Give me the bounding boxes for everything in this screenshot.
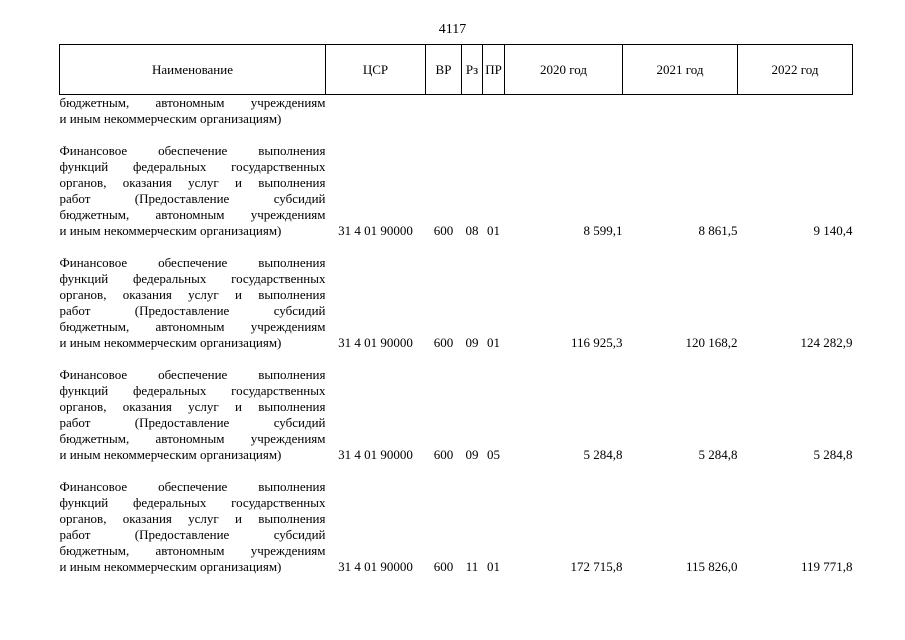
budget-table [59,44,853,575]
table-row [60,367,853,463]
name-line: функций федеральных государственных [59,271,326,286]
header-vr: ВР [426,45,462,95]
header-2021: 2021 год [623,45,738,95]
row-2021: 115 826,0 [685,559,738,574]
name-line: и иным некоммерческим организациям) [59,559,282,574]
name-line: функций федеральных государственных [59,383,326,398]
row-csr: 31 4 01 90000 [338,335,413,350]
name-line: органов, оказания услуг и выполнения [59,399,326,414]
name-line: работ (Предоставление субсидий [59,303,326,318]
table-row [60,143,853,239]
name-line: функций федеральных государственных [59,495,326,510]
name-line: и иным некоммерческим организациям) [59,223,282,238]
row-2021: 120 168,2 [685,335,738,350]
row-2020: 5 284,8 [583,447,623,462]
name-line: бюджетным, автономным учреждениям [59,207,326,222]
row-2021: 5 284,8 [698,447,738,462]
row-2020: 8 599,1 [583,223,623,238]
header-rz: Рз [462,45,483,95]
row-2022: 124 282,9 [800,335,853,350]
row-name [60,479,326,575]
name-line: и иным некоммерческим организациям) [59,335,282,350]
row-name [60,255,326,351]
row-pr: 01 [487,559,500,574]
header-pr: ПР [483,45,505,95]
row-rz: 09 [465,335,479,350]
row-pr: 01 [487,223,500,238]
row-2020: 172 715,8 [570,559,623,574]
header-name: Наименование [60,45,326,95]
name-line: органов, оказания услуг и выполнения [59,287,326,302]
name-line: Финансовое обеспечение выполнения [59,255,326,270]
row-csr: 31 4 01 90000 [338,447,413,462]
name-line: бюджетным, автономным учреждениям [59,95,326,110]
row-rz: 11 [465,559,479,574]
row-vr: 600 [433,559,454,574]
page-number: 4117 [438,22,467,37]
row-rz: 08 [465,223,479,238]
continuation-row [60,95,853,128]
continuation-name [60,95,326,128]
name-line: бюджетным, автономным учреждениям [59,319,326,334]
name-line: работ (Предоставление субсидий [59,415,326,430]
name-line: Финансовое обеспечение выполнения [59,367,326,382]
row-csr: 31 4 01 90000 [338,223,413,238]
name-line: работ (Предоставление субсидий [59,191,326,206]
header-2022: 2022 год [738,45,853,95]
table-row [60,479,853,575]
name-line: Финансовое обеспечение выполнения [59,479,326,494]
row-vr: 600 [433,223,454,238]
table-row [60,255,853,351]
name-line: функций федеральных государственных [59,159,326,174]
header-csr: ЦСР [326,45,426,95]
row-2022: 119 771,8 [800,559,853,574]
row-pr: 01 [487,335,500,350]
row-2022: 5 284,8 [813,447,853,462]
name-line: работ (Предоставление субсидий [59,527,326,542]
name-line: Финансовое обеспечение выполнения [59,143,326,158]
row-2021: 8 861,5 [698,223,738,238]
row-2022: 9 140,4 [813,223,853,238]
row-name [60,143,326,239]
row-vr: 600 [433,447,454,462]
row-vr: 600 [433,335,454,350]
name-line: органов, оказания услуг и выполнения [59,511,326,526]
name-line: органов, оказания услуг и выполнения [59,175,326,190]
row-name [60,367,326,463]
row-2020: 116 925,3 [570,335,623,350]
row-pr: 05 [487,447,500,462]
name-line: и иным некоммерческим организациям) [59,447,282,462]
row-rz: 09 [465,447,479,462]
name-line: бюджетным, автономным учреждениям [59,543,326,558]
name-line: и иным некоммерческим организациям) [59,111,282,126]
name-line: бюджетным, автономным учреждениям [59,431,326,446]
header-row [60,45,853,95]
row-csr: 31 4 01 90000 [338,559,413,574]
header-2020: 2020 год [505,45,623,95]
